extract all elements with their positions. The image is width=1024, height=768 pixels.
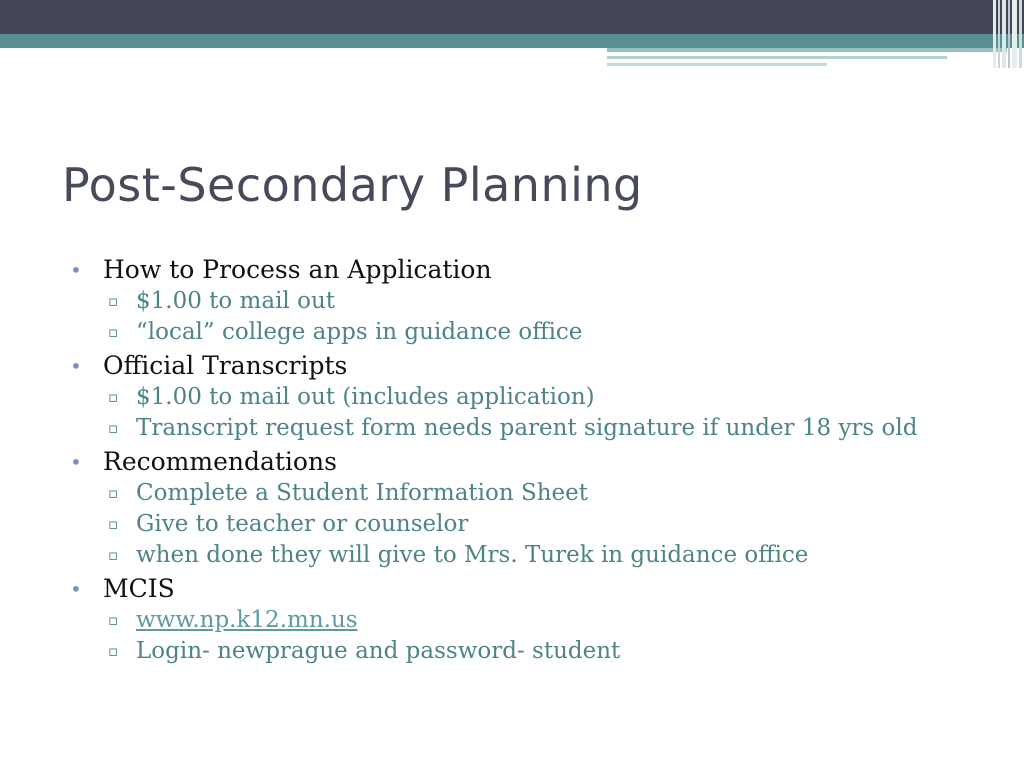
sub-bullet-item xyxy=(70,638,940,665)
square-bullet-icon: ▫ xyxy=(108,388,119,406)
square-bullet-icon: ▫ xyxy=(108,515,119,533)
bullet-label: Official Transcripts xyxy=(103,351,348,380)
sub-bullet-item xyxy=(70,319,940,346)
header-teal-band xyxy=(0,34,1024,48)
sub-bullet-item xyxy=(70,384,940,411)
square-bullet-icon: ▫ xyxy=(108,611,119,629)
sub-bullet-text: Transcript request form needs parent signature if under 18 yrs old xyxy=(136,415,918,441)
sub-bullet-text: “local” college apps in guidance office xyxy=(136,319,583,345)
bullet-dot-icon: • xyxy=(70,258,82,282)
sub-bullet-text: $1.00 to mail out (includes application) xyxy=(136,384,595,410)
square-bullet-icon: ▫ xyxy=(108,323,119,341)
corner-stripes-decoration xyxy=(993,0,1024,68)
square-bullet-icon: ▫ xyxy=(108,419,119,437)
header-decoration-line xyxy=(607,63,827,66)
square-bullet-icon: ▫ xyxy=(108,546,119,564)
sub-bullet-item xyxy=(70,511,940,538)
square-bullet-icon: ▫ xyxy=(108,642,119,660)
header-decoration-line xyxy=(607,56,947,59)
sub-bullet-text: Complete a Student Information Sheet xyxy=(136,480,589,506)
sub-bullet-item xyxy=(70,288,940,315)
header-bar xyxy=(0,0,1024,34)
sub-bullet-text: Login- newprague and password- student xyxy=(136,638,621,664)
bullet-dot-icon: • xyxy=(70,450,82,474)
slide-title: Post-Secondary Planning xyxy=(62,158,643,212)
bullet-application xyxy=(70,254,940,286)
sub-bullet-item xyxy=(70,415,940,442)
sub-bullet-text: when done they will give to Mrs. Turek in guidance office xyxy=(136,542,809,568)
sub-bullet-item xyxy=(70,607,940,634)
bullet-label: Recommendations xyxy=(103,447,337,476)
header-decoration-line xyxy=(607,48,1007,52)
sub-bullet-text: $1.00 to mail out xyxy=(136,288,336,314)
bullet-recommendations xyxy=(70,446,940,478)
square-bullet-icon: ▫ xyxy=(108,292,119,310)
website-link[interactable]: www.np.k12.mn.us xyxy=(136,607,358,633)
sub-bullet-item xyxy=(70,542,940,569)
bullet-label: How to Process an Application xyxy=(103,255,492,284)
square-bullet-icon: ▫ xyxy=(108,484,119,502)
bullet-label: MCIS xyxy=(103,574,175,603)
bullet-dot-icon: • xyxy=(70,577,82,601)
bullet-mcis xyxy=(70,573,940,605)
sub-bullet-item xyxy=(70,480,940,507)
sub-bullet-text: Give to teacher or counselor xyxy=(136,511,469,537)
bullet-transcripts xyxy=(70,350,940,382)
bullet-dot-icon: • xyxy=(70,354,82,378)
slide-content xyxy=(70,254,940,669)
